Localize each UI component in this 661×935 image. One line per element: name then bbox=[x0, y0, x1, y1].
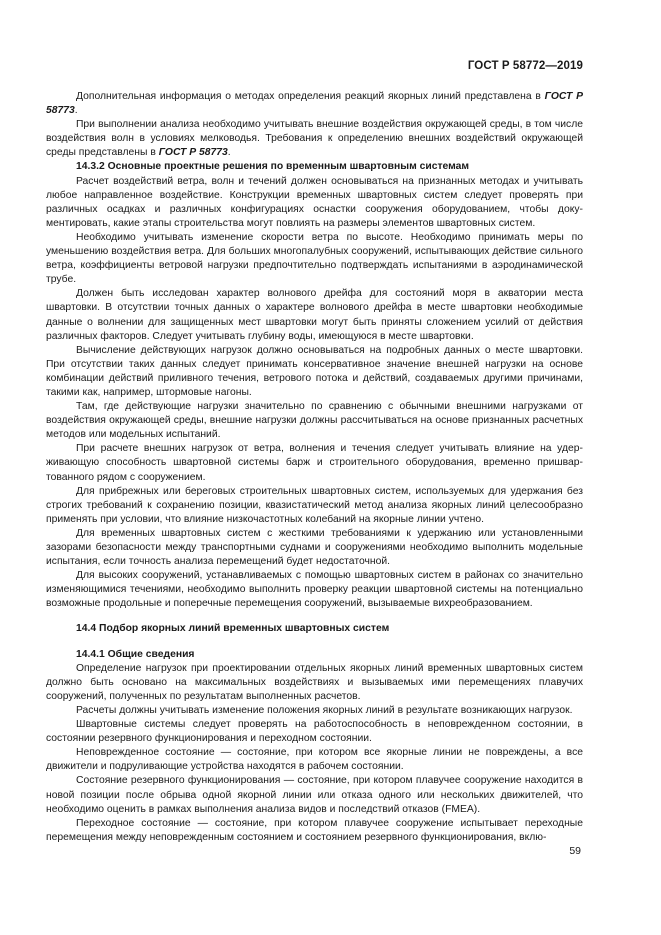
paragraph: Дополнительная информация о методах определения реакций якорных линий представлена в ГОСТ Р 58773. bbox=[46, 91, 583, 117]
paragraph: Для высоких сооружений, устанавливаемых с помощью швартовных систем в районах со значительно изменяющимися течениями, необходимо выполнить проверку реакции швартовной системы на потенциально возможные продольные и поперечные перемещения сооружений, вызываемые вихреобразованием. bbox=[46, 570, 583, 610]
document-body bbox=[46, 90, 583, 845]
standard-reference: ГОСТ Р 58773 bbox=[158, 147, 228, 159]
paragraph: Состояние резервного функционирования — состояние, при котором плавучее сооружение находится в новой позиции после обрыва одной якорной линии или отказа одного или нескольких движителей, что необходимо оценить в рамках выполнения анализа видов и последствий отказов (FMEA). bbox=[46, 775, 583, 815]
paragraph: При расчете внешних нагрузок от ветра, волнения и течения следует учитывать влияние на удерживающую способность швартовной системы барж и строительного оборудования, временно пришвартованного рядом с сооружением. bbox=[46, 443, 583, 483]
standard-reference: ГОСТ Р 58773 bbox=[46, 91, 583, 117]
paragraph: Для прибрежных или береговых строительных швартовных систем, используемых для удержания без строгих требований к сохранению позиции, квазистатический метод анализа якорных линий целесообразно применять при условии, что влияние низкочастотных колебаний на якорные линии учтено. bbox=[46, 485, 583, 525]
paragraph: Швартовные системы следует проверять на работоспособность в неповрежденном состоянии, в состоянии резервного функционирования и переходном состоянии. bbox=[46, 719, 583, 745]
paragraph: Определение нагрузок при проектировании отдельных якорных линий временных швартовных систем должно быть основано на максимальных воздействиях и вызываемых ими перемещениях плавучих сооружений, полученных по результатам выполненных расчетов. bbox=[46, 662, 583, 702]
paragraph: Для временных швартовных систем с жесткими требованиями к удержанию или установленными зазорами безопасности между транспортными суднами и сооружениями необходимо выполнить модельные испытания, если точность анализа перемещений будет недостаточной. bbox=[46, 527, 583, 568]
paragraph: Должен быть исследован характер волнового дрейфа для состояний моря в акватории места швартовки. В отсутствии точных данных о характере волнового дрейфа в месте швартовки необходимые данные о волнении для защищенных мест швартовки могут быть приняты сложением усилий от действия различных факторов. Следует учитывать глубину воды, имеющуюся в месте швартовки. bbox=[46, 288, 583, 342]
paragraph: Необходимо учитывать изменение скорости ветра по высоте. Необходимо принимать меры по уменьшению воздействия ветра. Для больших многопалубных сооружений, испытывающих действие сильного ветра, коэффициенты ветровой нагрузки предпочтительно подтверждать испытаниями в аэродинамической трубе. bbox=[46, 231, 583, 286]
section-heading-14-3-2: 14.3.2 Основные проектные решения по временным швартовным системам bbox=[76, 161, 470, 173]
page-number: 59 bbox=[569, 845, 581, 857]
paragraph: Расчеты должны учитывать изменение положения якорных линий в результате возникающих нагрузок. bbox=[76, 704, 573, 716]
paragraph: Там, где действующие нагрузки значительно по сравнению с обычными внешними нагрузками от воздействия окружающей среды, внешние нагрузки должны рассчитываться на основе признанных расчетных методов или модельных испытаний. bbox=[46, 401, 583, 441]
document-header: ГОСТ Р 58772—2019 bbox=[467, 60, 583, 72]
paragraph: При выполнении анализа необходимо учитывать внешние воздействия окружающей среды, в том числе воздействия волн в условиях мелководья. Требования к определению внешних воздействий окружающей среды представлены в ГОСТ Р 58773. bbox=[46, 119, 583, 159]
paragraph: Вычисление действующих нагрузок должно основываться на подробных данных о месте швартовки. При отсутствии таких данных следует принимать консервативное значение внешней нагрузки на основе комбинации действий приливного течения, ветрового потока и действий, создаваемых другими причинами, такими как, например, штормовые нагоны. bbox=[46, 344, 583, 398]
paragraph: Переходное состояние — состояние, при котором плавучее сооружение испытывает переходные перемещения между неповрежденным состоянием и состоянием резервного функционирования, вклю- bbox=[46, 817, 583, 843]
section-heading-14-4: 14.4 Подбор якорных линий временных швартовных систем bbox=[76, 623, 390, 635]
paragraph: Неповрежденное состояние — состояние, при котором все якорные линии не повреждены, а все движители и подруливающие устройства находятся в рабочем состоянии. bbox=[46, 747, 583, 773]
paragraph: Расчет воздействий ветра, волн и течений должен основываться на признанных методах и учитывать любое направленное воздействие. Конструкции временных швартовных систем следует проверять при различных осадках и различных конфигурациях оснастки сооружения оборудованием, чтобы документировать, какие этапы строительства могут повлиять на размеры элементов швартовных систем. bbox=[46, 175, 583, 229]
section-heading-14-4-1: 14.4.1 Общие сведения bbox=[76, 648, 195, 660]
